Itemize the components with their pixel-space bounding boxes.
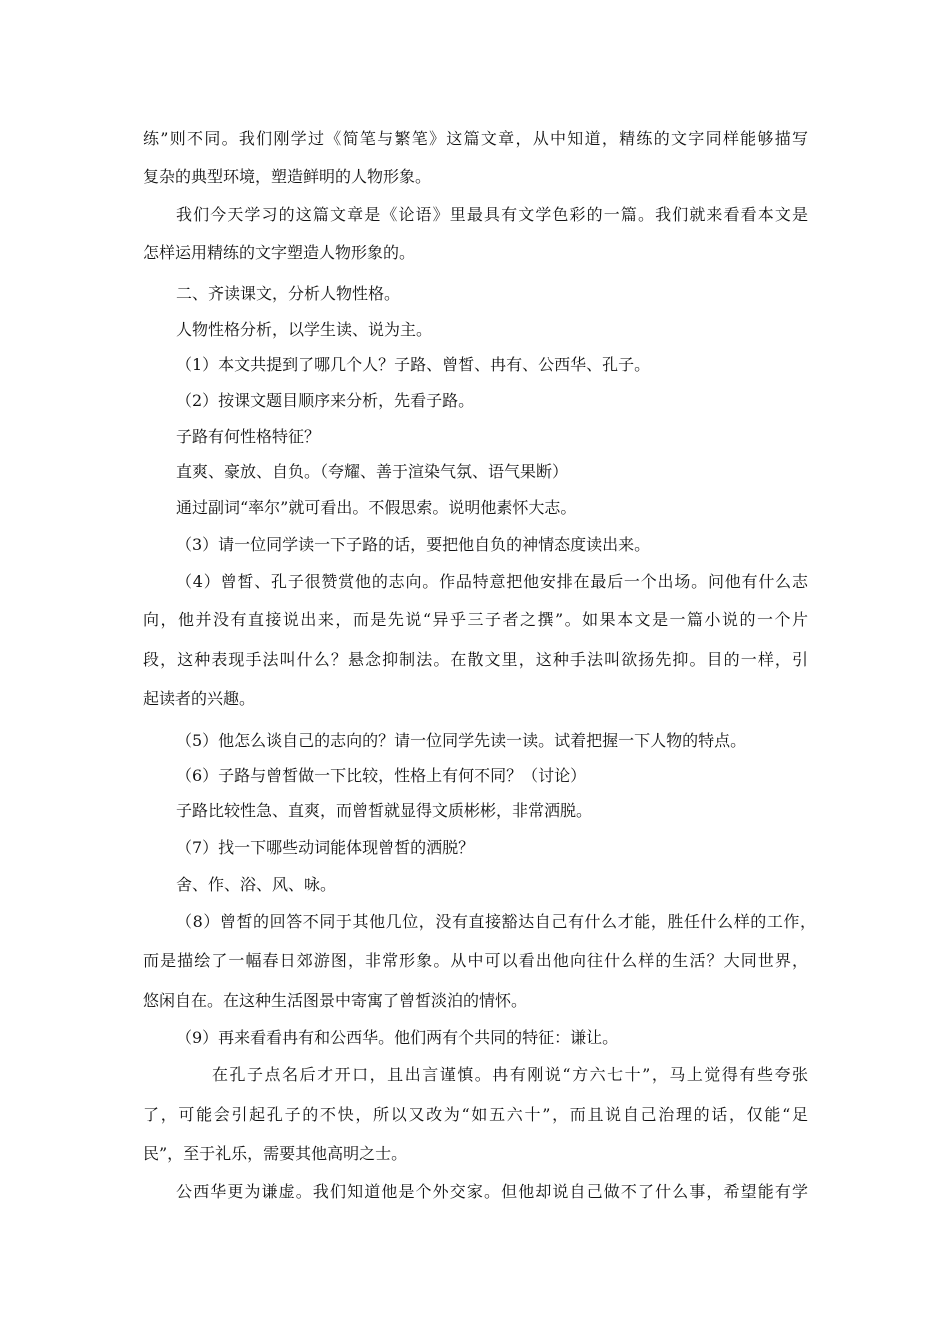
text-line: （3）请一位同学读一下子路的话，要把他自负的神情态度读出来。 — [176, 535, 651, 554]
text-line: 我们今天学习的这篇文章是《论语》里最具有文学色彩的一篇。我们就来看看本文是 — [176, 205, 808, 224]
text-line: 通过副词“率尔”就可看出。不假思索。说明他素怀大志。 — [176, 498, 577, 517]
text-line: 人物性格分析，以学生读、说为主。 — [176, 320, 433, 339]
text-line: 而是描绘了一幅春日郊游图，非常形象。从中可以看出他向往什么样的生活？大同世界， — [143, 951, 808, 970]
text-line: 复杂的典型环境，塑造鲜明的人物形象。 — [143, 167, 432, 186]
text-line: 直爽、豪放、自负。（夸耀、善于渲染气氛、语气果断） — [176, 462, 569, 481]
text-line: 子路有何性格特征？ — [176, 427, 321, 446]
text-line: 向，他并没有直接说出来，而是先说“异乎三子者之撰”。如果本文是一篇小说的一个片 — [143, 610, 808, 629]
text-line: 公西华更为谦虚。我们知道他是个外交家。但他却说自己做不了什么事，希望能有学 — [176, 1182, 808, 1201]
text-line: 舍、作、浴、风、咏。 — [176, 875, 337, 894]
text-line: （6）子路与曾皙做一下比较，性格上有何不同？（讨论） — [176, 766, 587, 785]
text-line: （9）再来看看冉有和公西华。他们两有个共同的特征：谦让。 — [176, 1028, 619, 1047]
text-line: 段，这种表现手法叫什么？悬念抑制法。在散文里，这种手法叫欲扬先抑。目的一样，引 — [143, 650, 808, 669]
text-line: （2）按课文题目顺序来分析，先看子路。 — [176, 391, 475, 410]
text-line: （4）曾皙、孔子很赞赏他的志向。作品特意把他安排在最后一个出场。问他有什么志 — [176, 572, 808, 591]
text-line: （5）他怎么谈自己的志向的？请一位同学先读一读。试着把握一下人物的特点。 — [176, 731, 747, 750]
text-line: 民”，至于礼乐，需要其他高明之士。 — [143, 1144, 408, 1163]
text-line: （1）本文共提到了哪几个人？子路、曾皙、冉有、公西华、孔子。 — [176, 355, 651, 374]
text-line: （8）曾皙的回答不同于其他几位，没有直接豁达自己有什么才能，胜任什么样的工作， — [176, 912, 816, 931]
section-heading: 二、齐读课文，分析人物性格。 — [176, 284, 401, 303]
text-line: 了，可能会引起孔子的不快，所以又改为“如五六十”，而且说自己治理的话，仅能“足 — [143, 1105, 808, 1124]
text-line: 怎样运用精练的文字塑造人物形象的。 — [143, 243, 416, 262]
text-line: 练”则不同。我们刚学过《简笔与繁笔》这篇文章，从中知道，精练的文字同样能够描写 — [143, 129, 808, 148]
text-line: 在孔子点名后才开口，且出言谨慎。冉有刚说“方六七十”，马上觉得有些夸张 — [212, 1065, 808, 1084]
text-line: 悠闲自在。在这种生活图景中寄寓了曾皙淡泊的情怀。 — [143, 991, 528, 1010]
text-line: （7）找一下哪些动词能体现曾皙的洒脱？ — [176, 838, 475, 857]
text-line: 起读者的兴趣。 — [143, 689, 256, 708]
text-line: 子路比较性急、直爽，而曾皙就显得文质彬彬，非常洒脱。 — [176, 801, 593, 820]
